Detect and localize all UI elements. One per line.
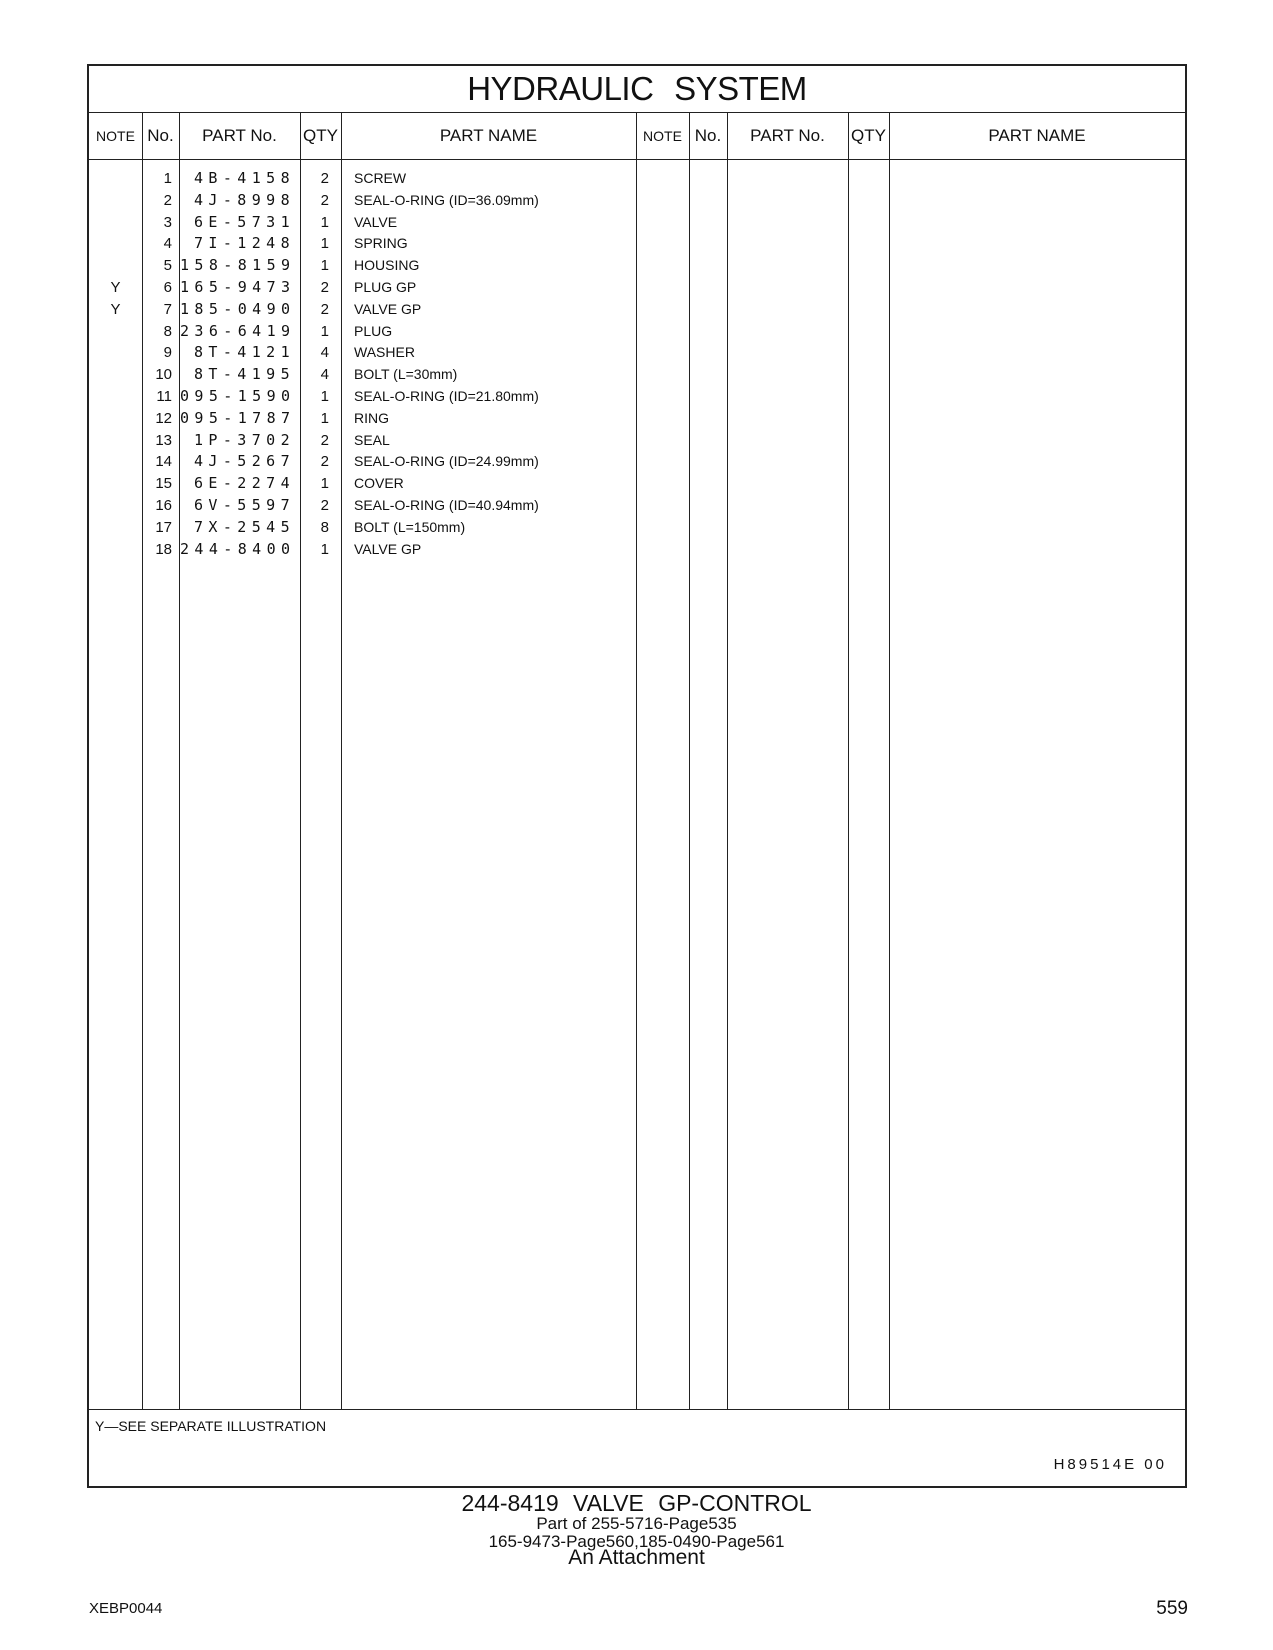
cell-part-no: 7I-1248 <box>193 234 295 253</box>
cell-name: PLUG <box>354 322 393 339</box>
cell-no: 9 <box>163 344 172 362</box>
cell-part-no: 4J-8998 <box>193 190 295 209</box>
cell-name: COVER <box>354 475 404 492</box>
table-row <box>89 494 1185 517</box>
table-row <box>89 538 1185 561</box>
caption-title: 244-8419 VALVE GP-CONTROL <box>461 1490 812 1516</box>
cell-part-no: 6V-5597 <box>193 496 295 514</box>
cell-part-no: 095-1787 <box>180 408 296 427</box>
cell-qty: 1 <box>320 475 329 493</box>
cell-qty: 1 <box>320 540 329 558</box>
table-row <box>89 276 1185 299</box>
cell-part-no: 158-8159 <box>180 256 296 275</box>
cell-note: Y <box>110 279 121 296</box>
cell-no: 15 <box>155 475 172 493</box>
document-id: XEBP0044 <box>89 1600 163 1617</box>
cell-part-no: 6E-2274 <box>193 474 295 493</box>
table-row <box>89 472 1185 495</box>
cell-note <box>89 450 142 473</box>
cell-part-no: 244-8400 <box>180 539 296 558</box>
cell-qty: 4 <box>320 366 329 384</box>
cell-part-no: 7X-2545 <box>193 517 295 536</box>
footer-divider <box>89 1409 1185 1410</box>
cell-note <box>89 385 142 408</box>
cell-name: SEAL <box>354 431 390 448</box>
cell-no: 17 <box>155 518 172 536</box>
cell-qty: 1 <box>320 388 329 405</box>
cell-qty: 4 <box>320 344 329 362</box>
header-note-right: NOTE <box>643 128 682 144</box>
cell-qty: 2 <box>320 300 329 318</box>
cell-name: BOLT (L=150mm) <box>354 518 466 535</box>
cell-name: SEAL-O-RING (ID=21.80mm) <box>354 388 539 404</box>
cell-no: 3 <box>163 213 172 231</box>
header-qty-left: QTY <box>303 126 338 145</box>
cell-note <box>89 341 142 364</box>
cell-note <box>89 167 142 190</box>
header-part-name-left: PART NAME <box>439 126 538 145</box>
cell-qty: 1 <box>320 235 329 253</box>
table-row <box>89 429 1185 452</box>
table-row <box>89 450 1185 473</box>
cell-name: SEAL-O-RING (ID=36.09mm) <box>354 191 539 208</box>
section-title: HYDRAULIC SYSTEM <box>89 66 1185 113</box>
cell-part-no: 8T-4195 <box>193 365 295 384</box>
illustration-code: H89514E 00 <box>1053 1456 1167 1473</box>
cell-name: VALVE GP <box>354 540 422 557</box>
cell-note <box>89 472 142 495</box>
caption-part-of: Part of 255-5716-Page535 <box>536 1514 737 1533</box>
cell-qty: 1 <box>320 257 329 275</box>
cell-qty: 2 <box>320 431 329 449</box>
cell-note <box>89 494 142 517</box>
cell-name: RING <box>354 409 389 426</box>
cell-no: 10 <box>155 366 172 384</box>
table-row <box>89 298 1185 321</box>
cell-note <box>89 363 142 386</box>
cell-name: WASHER <box>354 344 415 361</box>
cell-note <box>89 211 142 234</box>
cell-part-no: 095-1590 <box>180 387 296 405</box>
cell-no: 4 <box>163 235 172 253</box>
footnote: Y—SEE SEPARATE ILLUSTRATION <box>95 1418 327 1434</box>
cell-no: 11 <box>156 388 172 405</box>
cell-qty: 2 <box>320 453 329 471</box>
cell-name: SEAL-O-RING (ID=24.99mm) <box>354 453 539 470</box>
header-divider <box>89 159 1185 160</box>
cell-note <box>89 538 142 561</box>
header-part-name-right: PART NAME <box>988 126 1086 145</box>
cell-part-no: 165-9473 <box>180 278 296 296</box>
cell-name: VALVE <box>354 213 398 230</box>
table-row <box>89 167 1185 190</box>
table-row <box>89 320 1185 343</box>
page-number: 559 <box>1156 1598 1188 1619</box>
cell-note <box>89 320 142 343</box>
cell-qty: 8 <box>320 518 329 536</box>
cell-qty: 2 <box>320 170 329 187</box>
cell-no: 7 <box>163 300 172 318</box>
cell-qty: 1 <box>320 409 329 427</box>
cell-no: 16 <box>155 497 172 514</box>
cell-note <box>89 232 142 255</box>
caption-attachment: An Attachment <box>568 1546 705 1569</box>
table-row <box>89 232 1185 255</box>
parts-list-frame <box>87 64 1187 1488</box>
cell-no: 5 <box>163 257 172 275</box>
cell-name: BOLT (L=30mm) <box>354 366 458 383</box>
cell-part-no: 6E-5731 <box>193 212 295 231</box>
table-row <box>89 211 1185 234</box>
cell-note <box>89 407 142 430</box>
header-no-left: No. <box>147 126 174 145</box>
cell-no: 18 <box>155 540 172 558</box>
table-row <box>89 254 1185 277</box>
cell-name: SPRING <box>354 235 408 252</box>
table-row <box>89 189 1185 212</box>
cell-name: HOUSING <box>354 257 420 274</box>
cell-part-no: 8T-4121 <box>193 343 295 362</box>
cell-name: SEAL-O-RING (ID=40.94mm) <box>354 497 539 513</box>
header-qty-right: QTY <box>851 126 886 145</box>
table-row <box>89 363 1185 386</box>
header-no-right: No. <box>694 126 722 145</box>
cell-qty: 2 <box>320 279 329 296</box>
cell-qty: 1 <box>320 322 329 340</box>
cell-part-no: 236-6419 <box>180 321 296 340</box>
cell-part-no: 4J-5267 <box>193 452 295 471</box>
cell-qty: 2 <box>320 191 329 209</box>
cell-no: 2 <box>163 191 172 209</box>
caption-references: 165-9473-Page560,185-0490-Page561 <box>488 1532 785 1551</box>
cell-part-no: 1P-3702 <box>193 430 295 449</box>
cell-no: 8 <box>163 322 172 340</box>
header-note-left: NOTE <box>96 128 135 144</box>
table-row <box>89 385 1185 408</box>
cell-no: 12 <box>155 409 172 427</box>
table-row <box>89 341 1185 364</box>
cell-note <box>89 516 142 539</box>
cell-note: Y <box>110 300 121 318</box>
cell-no: 14 <box>155 453 172 471</box>
cell-no: 1 <box>163 170 172 187</box>
cell-no: 13 <box>155 431 172 449</box>
header-part-no-right: PART No. <box>750 126 825 145</box>
cell-no: 6 <box>163 279 172 296</box>
cell-note <box>89 189 142 212</box>
cell-note <box>89 429 142 452</box>
cell-part-no: 185-0490 <box>180 299 296 318</box>
cell-qty: 1 <box>320 213 329 231</box>
cell-name: PLUG GP <box>354 279 417 295</box>
cell-qty: 2 <box>320 497 329 514</box>
header-part-no-left: PART No. <box>202 126 277 145</box>
table-row <box>89 516 1185 539</box>
table-row <box>89 407 1185 430</box>
cell-name: VALVE GP <box>354 300 422 317</box>
cell-note <box>89 254 142 277</box>
cell-part-no: 4B-4158 <box>193 169 295 187</box>
cell-name: SCREW <box>354 170 407 186</box>
